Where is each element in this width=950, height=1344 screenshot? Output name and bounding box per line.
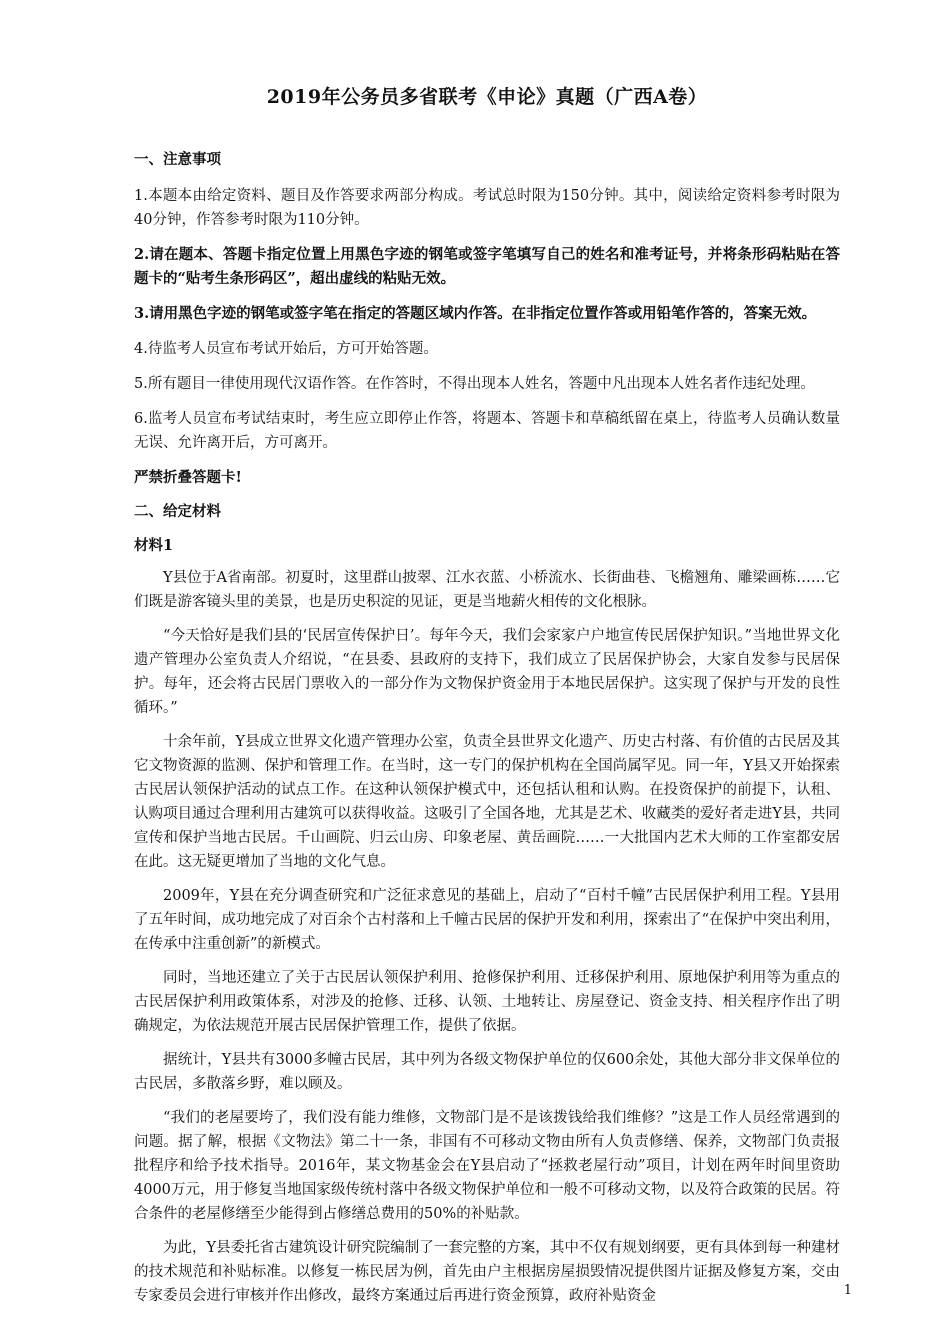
paragraph: “我们的老屋要垮了，我们没有能力维修，文物部门是不是该拨钱给我们维修？”这是工作人员经常遇到的问题。据了解，根据《文物法》第二十一条，非国有不可移动文物由所有人负责修缮、保养，文物部门负责报批程序和给予技术指导。2016年，某文物基金会在Y县启动了“拯救老屋行动”项目，计划在两年时间里资助4000万元，用于修复当地国家级传统村落中各级文物保护单位和一般不可移动文物，以及符合政策的民居。符合条件的老屋修缮至少能得到占修缮总费用的50%的补贴款。 bbox=[134, 1110, 840, 1222]
notice-item-2: 2.请在题本、答题卡指定位置上用黑色字迹的钢笔或签字笔填写自己的姓名和准考证号，并将条形码粘贴在答题卡的“贴考生条形码区”，超出虚线的粘贴无效。 bbox=[134, 246, 840, 287]
paragraph: “今天恰好是我们县的‘民居宣传保护日’。每年今天，我们会家家户户地宣传民居保护知识。”当地世界文化遗产管理办公室负责人介绍说，“在县委、县政府的支持下，我们成立了民居保护协会，大家自发参与民居保护。每年，还会将古民居门票收入的一部分作为文物保护资金用于本地民居保护。这实现了保护与开发的良性循环。” bbox=[134, 628, 840, 716]
notice-item-4: 4.待监考人员宣布考试开始后，方可开始答题。 bbox=[134, 341, 438, 357]
document-page bbox=[134, 84, 840, 1318]
paragraph: 为此，Y县委托省古建筑设计研究院编制了一套完整的方案，其中不仅有规划纲要，更有具体到每一种建材的技术规范和补贴标准。以修复一栋民居为例，首先由户主根据房屋损毁情况提供图片证据及修复方案，交由专家委员会进行审核并作出修改，最终方案通过后再进行资金预算，政府补贴资金 bbox=[134, 1240, 840, 1304]
paragraph: Y县位于A省南部。初夏时，这里群山披翠、江水衣蓝、小桥流水、长街曲巷、飞檐翘角、雕梁画栋……它们既是游客镜头里的美景，也是历史积淀的见证，更是当地薪火相传的文化根脉。 bbox=[134, 570, 840, 610]
section-heading-materials: 二、给定材料 bbox=[134, 503, 221, 520]
notice-list bbox=[134, 184, 840, 455]
warning-text: 严禁折叠答题卡! bbox=[134, 469, 242, 486]
material-label: 材料1 bbox=[134, 537, 174, 554]
notice-item-3: 3.请用黑色字迹的钢笔或签字笔在指定的答题区域内作答。在非指定位置作答或用铅笔作答的，答案无效。 bbox=[134, 305, 817, 322]
paragraph: 2009年，Y县在充分调查研究和广泛征求意见的基础上，启动了“百村千幢”古民居保护利用工程。Y县用了五年时间，成功地完成了对百余个古村落和上千幢古民居的保护开发和利用，探索出了“在保护中突出利用，在传承中注重创新”的新模式。 bbox=[134, 888, 840, 952]
page-number: 1 bbox=[843, 1283, 852, 1298]
notice-item-5: 5.所有题目一律使用现代汉语作答。在作答时，不得出现本人姓名，答题中凡出现本人姓名者作违纪处理。 bbox=[134, 376, 815, 392]
notice-item-6: 6.监考人员宣布考试结束时，考生应立即停止作答，将题本、答题卡和草稿纸留在桌上，待监考人员确认数量无误、允许离开后，方可离开。 bbox=[134, 411, 840, 451]
notice-item-1: 1.本题本由给定资料、题目及作答要求两部分构成。考试总时限为150分钟。其中，阅读给定资料参考时限为40分钟，作答参考时限为110分钟。 bbox=[134, 188, 840, 228]
paragraph: 据统计，Y县共有3000多幢古民居，其中列为各级文物保护单位的仅600余处，其他大部分非文保单位的古民居，多散落乡野，难以顾及。 bbox=[134, 1052, 840, 1092]
paragraph: 十余年前，Y县成立世界文化遗产管理办公室，负责全县世界文化遗产、历史古村落、有价值的古民居及其它文物资源的监测、保护和管理工作。在当时，这一专门的保护机构在全国尚属罕见。同一年，Y县又开始探索古民居认领保护活动的试点工作。在这种认领保护模式中，还包括认租和认购。在投资保护的前提下，认租、认购项目通过合理利用古建筑可以获得收益。这吸引了全国各地，尤其是艺术、收藏类的爱好者走进Y县，共同宣传和保护当地古民居。千山画院、归云山房、印象老屋、黄岳画院……一大批国内艺术大师的工作室都安居在此。这无疑更增加了当地的文化气息。 bbox=[134, 734, 840, 870]
document-title: 2019年公务员多省联考《申论》真题（广西A卷） bbox=[266, 86, 708, 108]
section-heading-notice: 一、注意事项 bbox=[134, 151, 221, 168]
paragraph: 同时，当地还建立了关于古民居认领保护利用、抢修保护利用、迁移保护利用、原地保护利用等为重点的古民居保护利用政策体系，对涉及的抢修、迁移、认领、土地转让、房屋登记、资金支持、相关程序作出了明确规定，为依法规范开展古民居保护管理工作，提供了依据。 bbox=[134, 970, 840, 1034]
